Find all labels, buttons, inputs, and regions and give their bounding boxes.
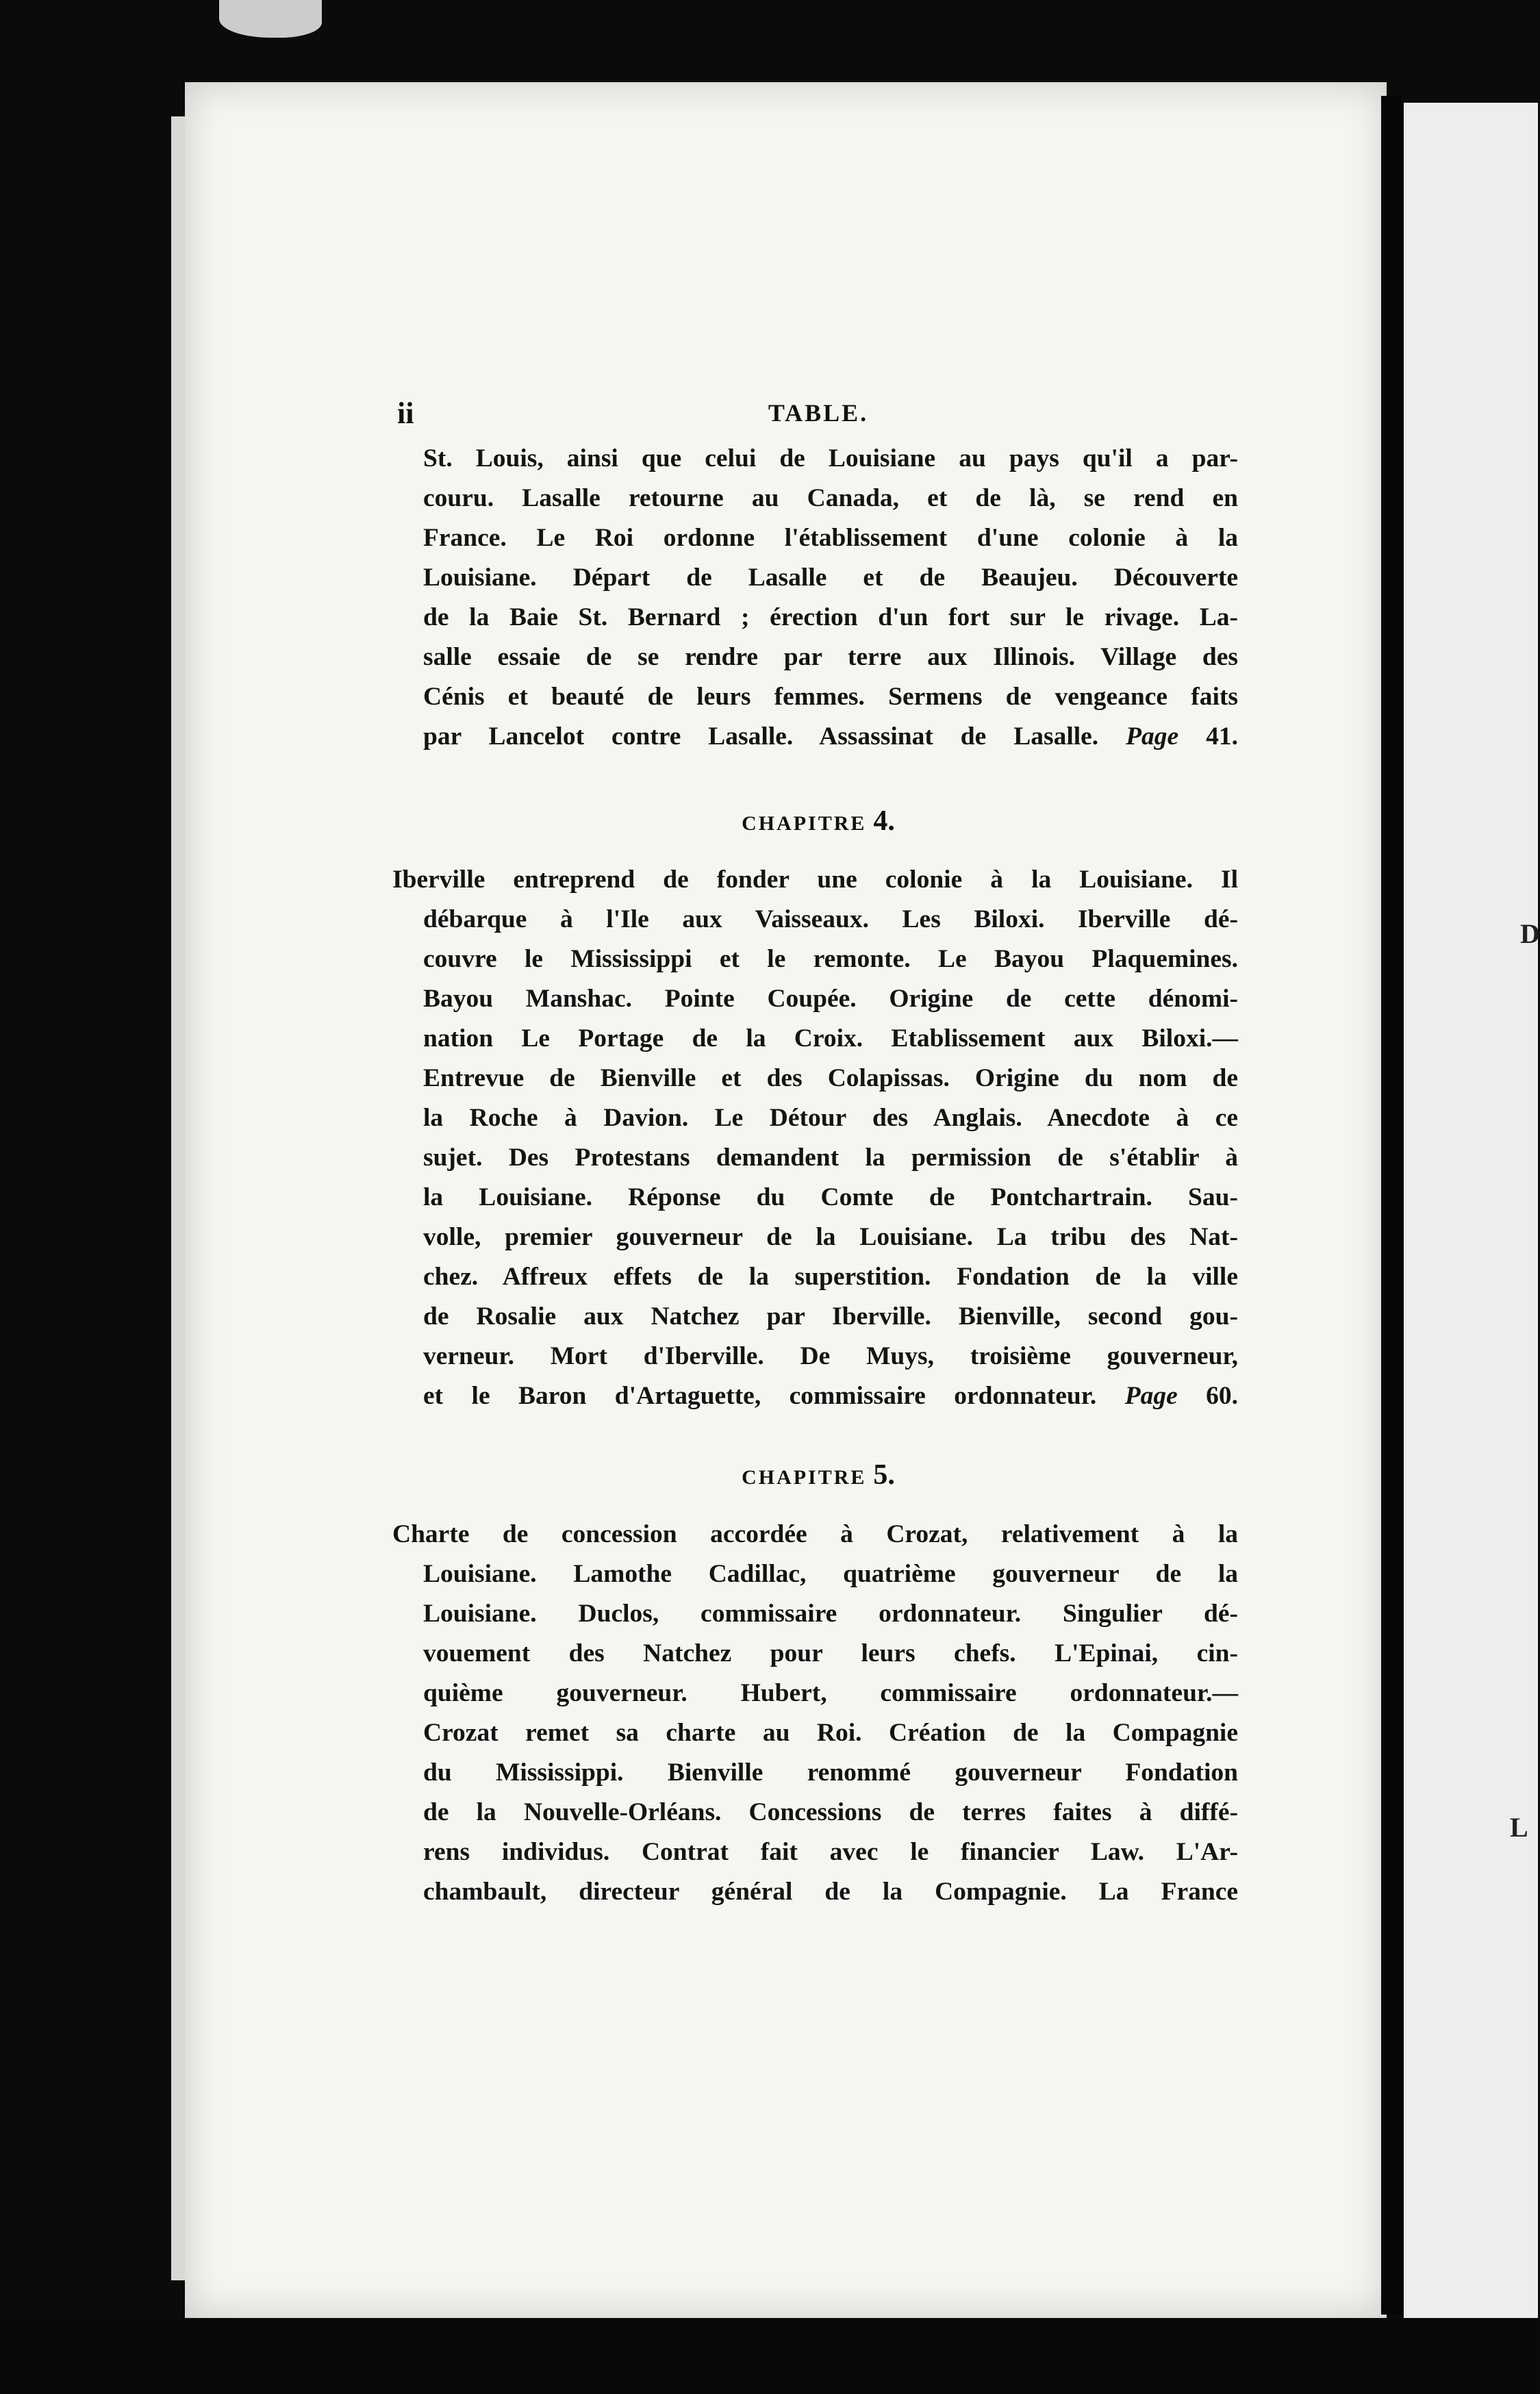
chapter-number: 5. <box>873 1459 895 1491</box>
text-line: Entrevue de Bienville et des Colapissas. Origine du nom de <box>423 1064 1238 1092</box>
text-line: débarque à l'Ile aux Vaisseaux. Les Biloxi. Iberville dé- <box>423 905 1238 933</box>
chapter-heading <box>397 805 1239 837</box>
text-line: St. Louis, ainsi que celui de Louisiane au pays qu'il a par- <box>423 444 1238 473</box>
facing-page <box>1404 103 1538 2321</box>
text-line: Cénis et beauté de leurs femmes. Sermens de vengeance faits <box>423 683 1238 711</box>
text-line: et le Baron d'Artaguette, commissaire ordonnateur. <box>423 1382 1097 1410</box>
text-line: vouement des Natchez pour leurs chefs. L'Epinai, cin- <box>423 1639 1238 1667</box>
facing-page-letter: L <box>1510 1812 1528 1843</box>
text-line: couru. Lasalle retourne au Canada, et de là, se rend en <box>423 484 1238 512</box>
page-reference: 41. <box>1206 722 1238 751</box>
page-label: Page <box>1126 722 1179 751</box>
text-line: Iberville entreprend de fonder une colonie à la Louisiane. Il <box>392 866 1238 894</box>
facing-page-letter: D <box>1520 918 1540 949</box>
chapter-label: CHAPITRE <box>742 812 867 835</box>
page-number: ii <box>397 396 414 430</box>
text-line: de Rosalie aux Natchez par Iberville. Bienville, second gou- <box>423 1302 1238 1331</box>
text-line: chambault, directeur général de la Compagnie. La France <box>423 1878 1238 1906</box>
text-line-with-page-ref <box>392 1376 1238 1416</box>
text-line: Crozat remet sa charte au Roi. Création de la Compagnie <box>423 1719 1238 1747</box>
text-line: France. Le Roi ordonne l'établissement d'une colonie à la <box>423 524 1238 552</box>
text-line: par Lancelot contre Lasalle. Assassinat de Lasalle. <box>423 722 1099 751</box>
running-head <box>397 396 1239 437</box>
chapter-4-summary <box>392 860 1238 1416</box>
text-line-with-page-ref <box>423 717 1238 757</box>
intro-paragraph <box>423 439 1238 757</box>
gutter-bar <box>1381 96 1402 2315</box>
text-line: couvre le Mississippi et le remonte. Le Bayou Plaquemines. <box>423 945 1238 973</box>
text-line: salle essaie de se rendre par terre aux Illinois. Village des <box>423 643 1238 671</box>
chapter-5-summary <box>392 1515 1238 1912</box>
running-title: TABLE. <box>768 399 869 427</box>
text-line: rens individus. Contrat fait avec le financier Law. L'Ar- <box>423 1838 1238 1866</box>
page-label: Page <box>1124 1382 1178 1410</box>
text-line: la Louisiane. Réponse du Comte de Pontchartrain. Sau- <box>423 1183 1238 1211</box>
text-line: nation Le Portage de la Croix. Etablissement aux Biloxi.— <box>423 1024 1238 1053</box>
text-line: chez. Affreux effets de la superstition. Fondation de la ville <box>423 1263 1238 1291</box>
text-line: de la Baie St. Bernard ; érection d'un fort sur le rivage. La- <box>423 603 1238 631</box>
text-line: de la Nouvelle-Orléans. Concessions de terres faites à diffé- <box>423 1798 1238 1826</box>
chapter-heading <box>397 1459 1239 1491</box>
text-line: Bayou Manshac. Pointe Coupée. Origine de cette dénomi- <box>423 985 1238 1013</box>
page-reference: 60. <box>1206 1382 1239 1410</box>
text-line: volle, premier gouverneur de la Louisiane. La tribu des Nat- <box>423 1223 1238 1251</box>
text-line: verneur. Mort d'Iberville. De Muys, troisième gouverneur, <box>423 1342 1238 1370</box>
chapter-label: CHAPITRE <box>742 1466 867 1489</box>
scan-border <box>0 2318 1538 2394</box>
text-line: Louisiane. Lamothe Cadillac, quatrième gouverneur de la <box>423 1560 1238 1588</box>
text-line: Charte de concession accordée à Crozat, relativement à la <box>392 1520 1238 1548</box>
text-line: quième gouverneur. Hubert, commissaire ordonnateur.— <box>423 1679 1238 1707</box>
text-line: Louisiane. Départ de Lasalle et de Beaujeu. Découverte <box>423 564 1238 592</box>
text-line: sujet. Des Protestans demandent la permission de s'établir à <box>423 1144 1238 1172</box>
text-line: du Mississippi. Bienville renommé gouverneur Fondation <box>423 1759 1238 1787</box>
text-line: la Roche à Davion. Le Détour des Anglais. Anecdote à ce <box>423 1104 1238 1132</box>
text-line: Louisiane. Duclos, commissaire ordonnateur. Singulier dé- <box>423 1600 1238 1628</box>
scan-artifact <box>219 0 322 38</box>
chapter-number: 4. <box>873 805 895 837</box>
